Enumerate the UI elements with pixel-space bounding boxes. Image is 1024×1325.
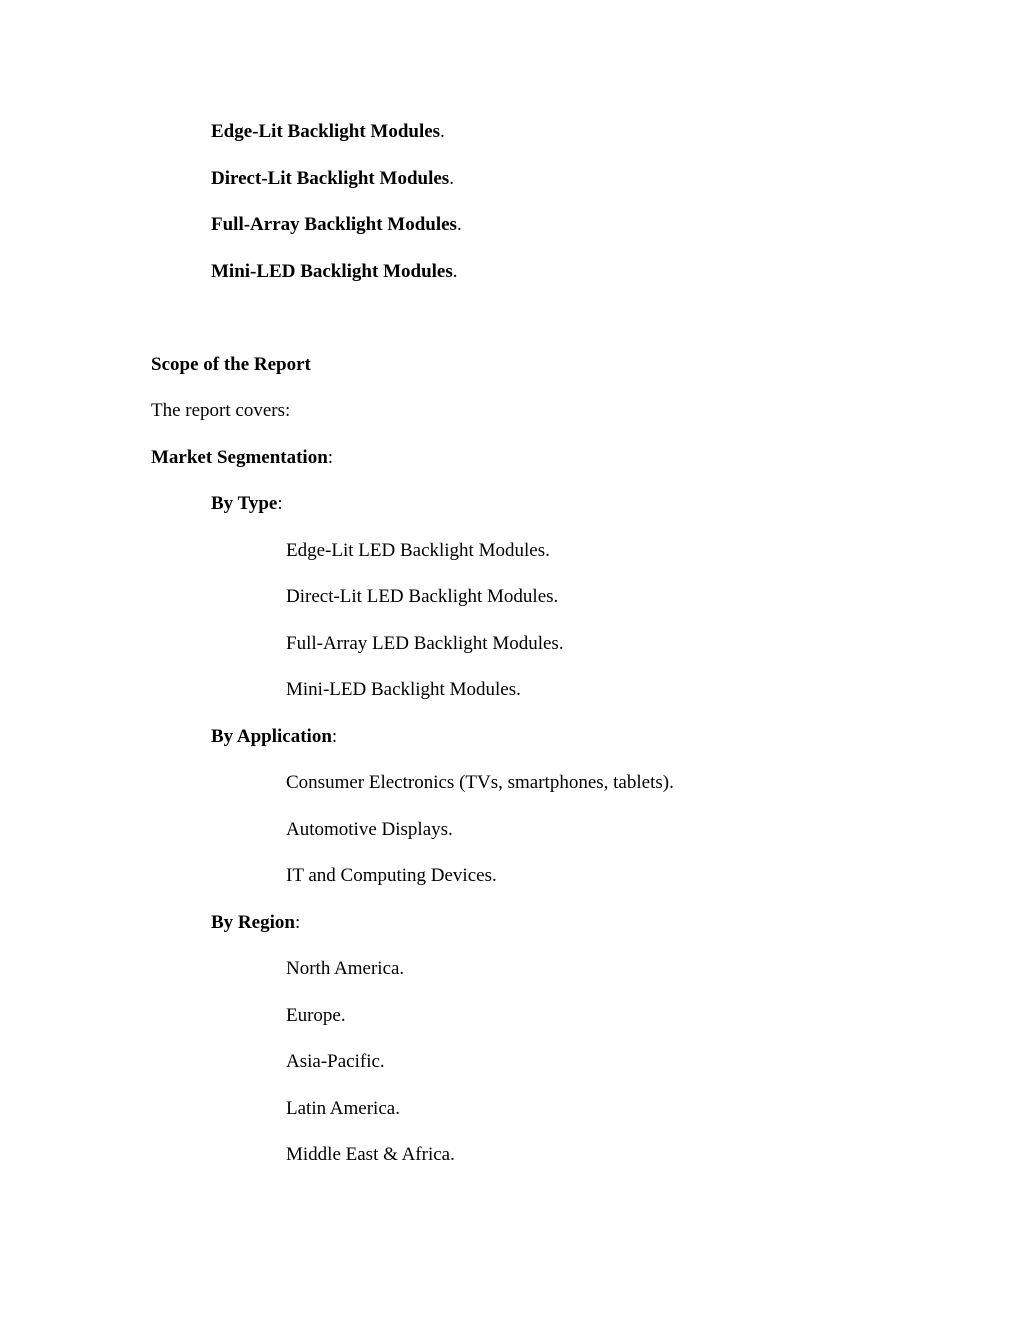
by-region-punct: : [294,912,301,933]
application-item: IT and Computing Devices. [286,865,497,886]
region-item: Europe. [286,1005,346,1026]
type-item: Edge-Lit LED Backlight Modules. [286,540,550,561]
intro-list-item [211,121,445,143]
by-type-punct: : [277,493,283,514]
intro-list-item [211,261,458,283]
intro-list-item-label: Direct-Lit Backlight Modules [211,168,450,189]
intro-list-item [211,214,462,236]
intro-list-item-punct: . [452,261,458,282]
application-item: Consumer Electronics (TVs, smartphones, tablets). [286,772,674,793]
intro-list-item-label: Mini-LED Backlight Modules [211,261,453,282]
by-type-heading [211,493,283,515]
intro-list-item-punct: . [440,121,445,142]
intro-list-item-punct: . [456,214,462,235]
intro-list-item-label: Full-Array Backlight Modules [211,214,457,235]
intro-list-item-label: Edge-Lit Backlight Modules [211,121,441,142]
type-item: Mini-LED Backlight Modules. [286,679,521,700]
by-application-heading [211,726,337,748]
by-application-label: By Application [211,726,332,747]
scope-intro: The report covers: [151,400,291,421]
scope-heading-text: Scope of the Report [151,354,311,375]
segmentation-heading [151,447,333,469]
by-application-punct: : [331,726,338,747]
type-item: Direct-Lit LED Backlight Modules. [286,586,559,607]
segmentation-heading-text: Market Segmentation [151,447,328,468]
region-item: North America. [286,958,405,979]
segmentation-heading-punct: : [327,447,334,468]
application-item: Automotive Displays. [286,819,453,840]
intro-list-item [211,168,454,190]
region-item: Asia-Pacific. [286,1051,385,1072]
scope-heading [151,354,311,376]
region-item: Latin America. [286,1098,400,1119]
type-item: Full-Array LED Backlight Modules. [286,633,564,654]
region-item: Middle East & Africa. [286,1144,455,1165]
intro-list-item-punct: . [449,168,454,189]
by-region-heading [211,912,300,934]
by-type-label: By Type [211,493,278,514]
by-region-label: By Region [211,912,295,933]
